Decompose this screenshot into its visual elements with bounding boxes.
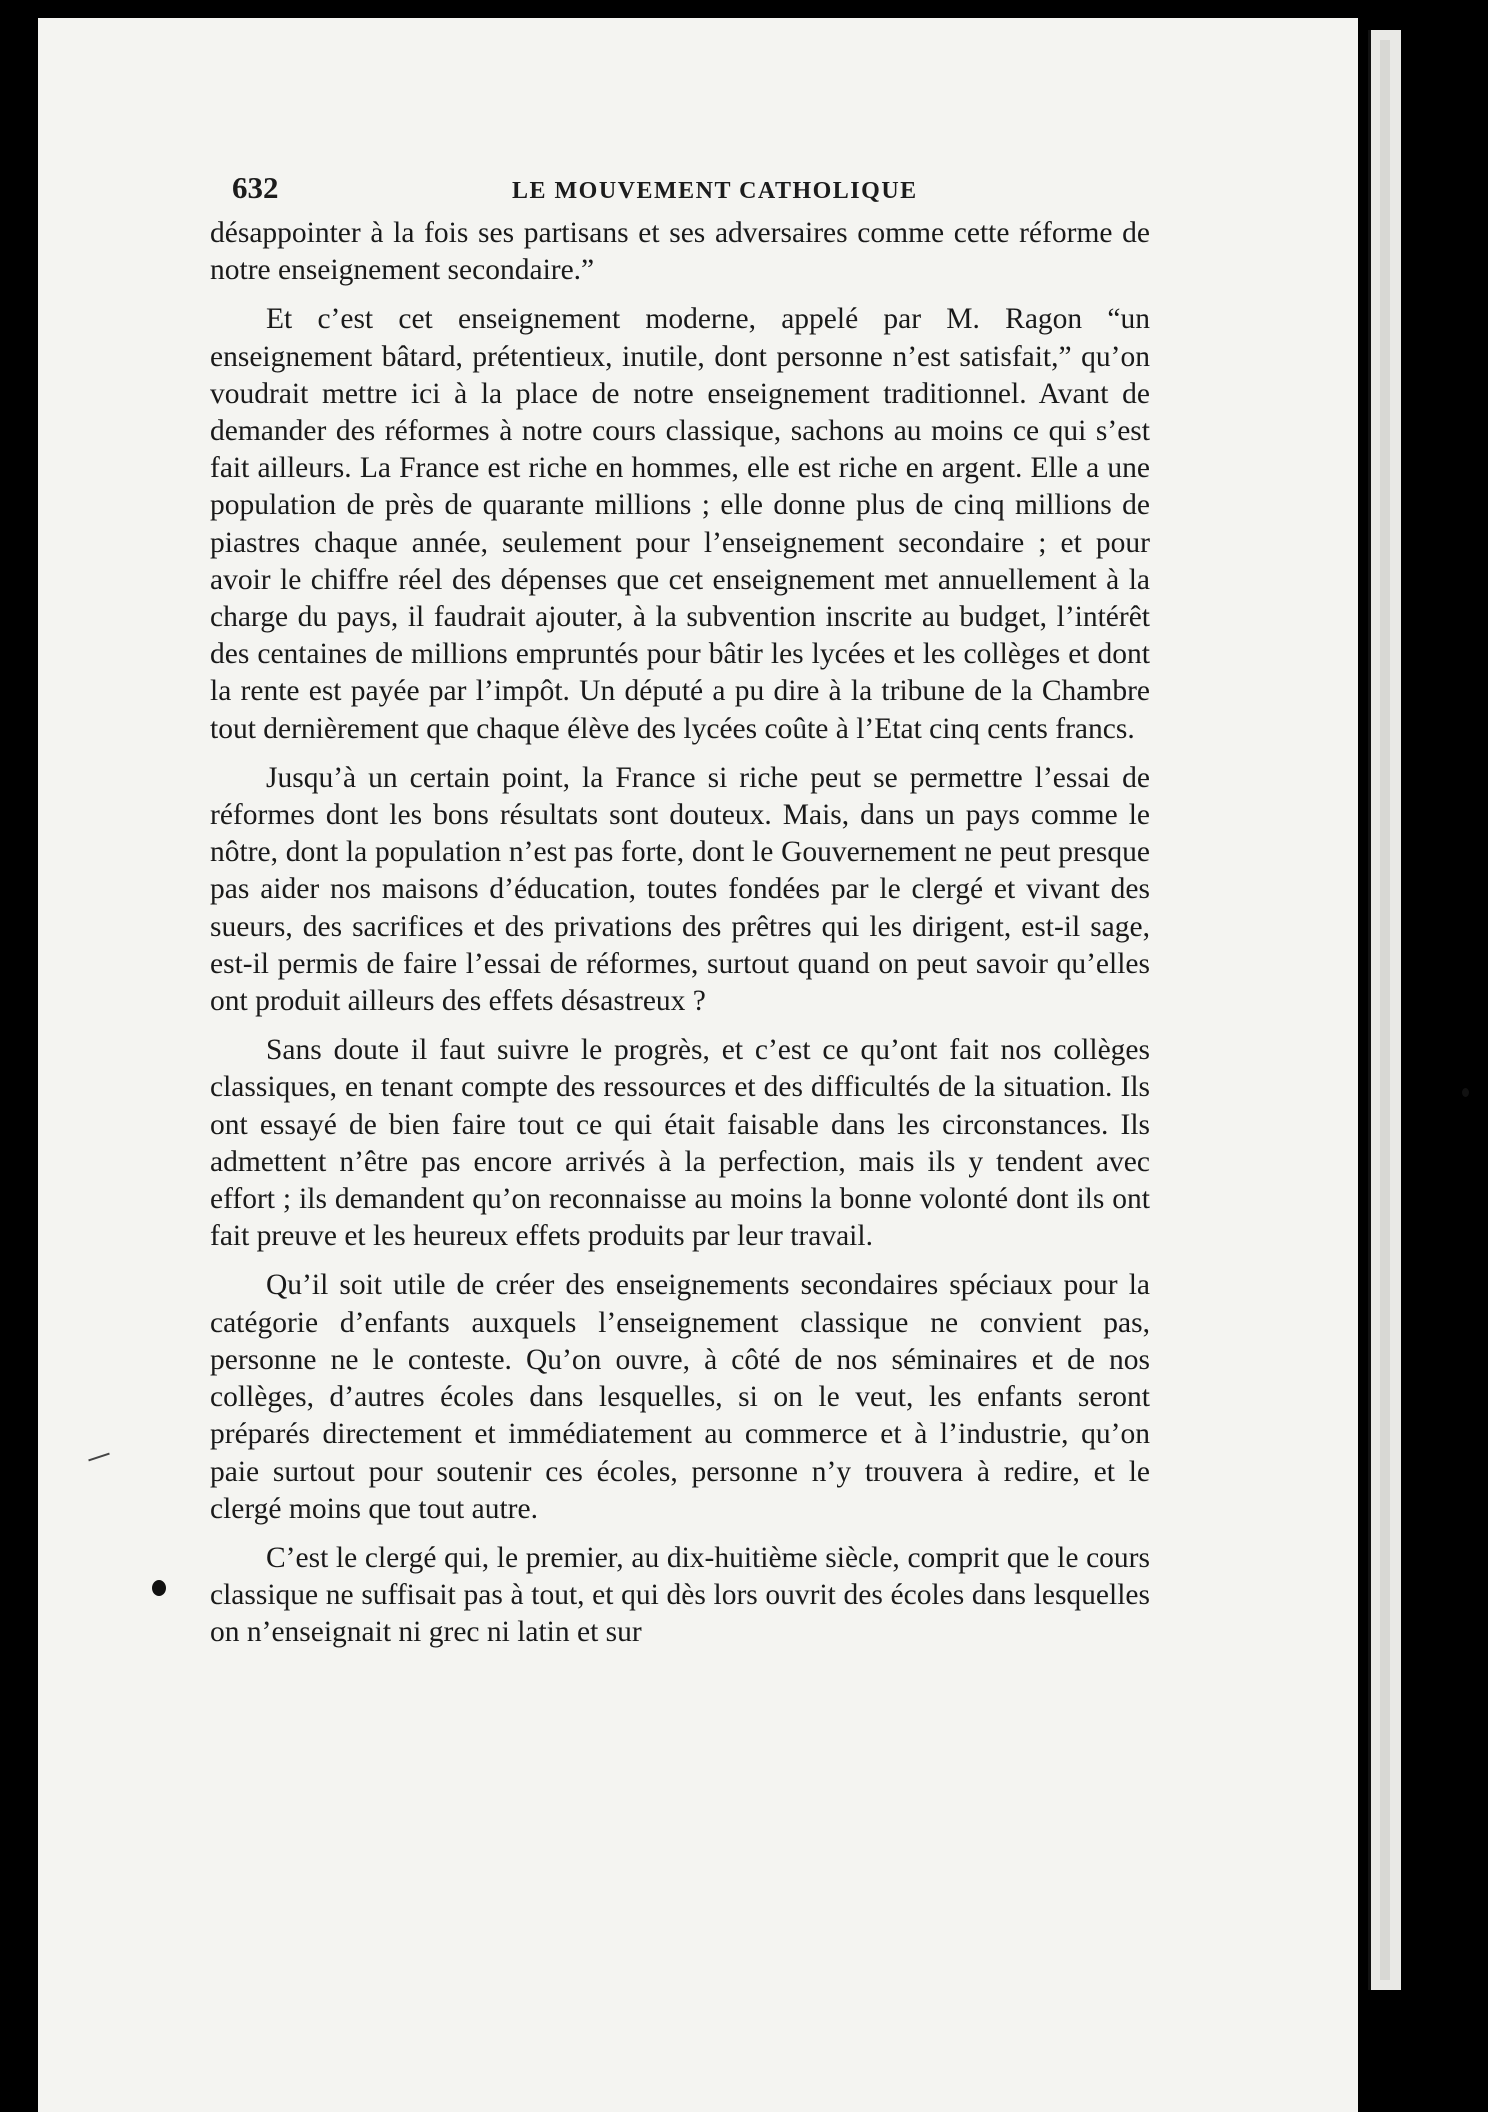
ink-speck — [152, 1580, 166, 1596]
paragraph-continues: C’est le clergé qui, le premier, au dix-huitième siècle, comprit que le cours classique ne suffisait pas à tout, et qui dès lors ouvrit des écoles dans lesquelles on n’enseignait ni grec ni latin et sur — [210, 1541, 1150, 1649]
running-header — [232, 170, 922, 210]
facing-page-edge-shadow — [1380, 40, 1390, 1980]
page-number: 632 — [232, 170, 279, 205]
paragraph: Jusqu’à un certain point, la France si riche peut se permettre l’essai de réformes dont les bons résultats sont douteux. Mais, dans un pays comme le nôtre, dont la population n’est pas forte, dont le Gouvernement ne peut presque pas aider nos maisons d’éducation, toutes fondées par le clergé et vivant des sueurs, des sacrifices et des privations des prêtres qui les dirigent, est-il sage, est-il permis de faire l’essai de réformes, surtout quand on peut savoir qu’elles ont produit ailleurs des effets désastreux ? — [210, 761, 1150, 1018]
paragraph-continued: désappointer à la fois ses partisans et ses adversaires comme cette réforme de notre enseignement secondaire.” — [210, 217, 1150, 287]
paragraph: Et c’est cet enseignement moderne, appelé par M. Ragon “un enseignement bâtard, prétentieux, inutile, dont personne n’est satisfait,” qu’on voudrait mettre ici à la place de notre enseignement traditionnel. Avant de demander des réformes à notre cours classique, sachons au moins ce qui s’est fait ailleurs. La France est riche en hommes, elle est riche en argent. Elle a une population de près de quarante millions ; elle donne plus de cinq millions de piastres chaque année, seulement pour l’enseignement secondaire ; et pour avoir le chiffre réel des dépenses que cet enseignement met annuellement à la charge du pays, il faudrait ajouter, à la subvention inscrite au budget, l’intérêt des centaines de millions empruntés pour bâtir les lycées et les collèges et dont la rente est payée par l’impôt. Un député a pu dire à la tribune de la Chambre tout dernièrement que chaque élève des lycées coûte à l’Etat cinq cents francs. — [210, 303, 1150, 745]
ink-speck — [1462, 1088, 1469, 1097]
paragraph: Qu’il soit utile de créer des enseignements secondaires spéciaux pour la catégorie d’enfants auxquels l’enseignement classique ne convient pas, personne ne le conteste. Qu’on ouvre, à côté de nos séminaires et de nos collèges, d’autres écoles dans lesquelles, si on le veut, les enfants seront préparés directement et immédiatement au commerce et à l’industrie, qu’on paie surtout pour soutenir ces écoles, personne n’y trouvera à redire, et le clergé moins que tout autre. — [210, 1269, 1150, 1525]
body-text — [210, 215, 1150, 1664]
paragraph: Sans doute il faut suivre le progrès, et c’est ce qu’ont fait nos collèges classiques, en tenant compte des ressources et des difficultés de la situation. Ils ont essayé de bien faire tout ce qui était faisable dans les circonstances. Ils admettent n’être pas encore arrivés à la perfection, mais ils y tendent avec effort ; ils demandent qu’on reconnaisse au moins la bonne volonté dont ils ont fait preuve et les heureux effets produits par leur travail. — [210, 1034, 1150, 1253]
running-title: LE MOUVEMENT CATHOLIQUE — [512, 178, 918, 204]
